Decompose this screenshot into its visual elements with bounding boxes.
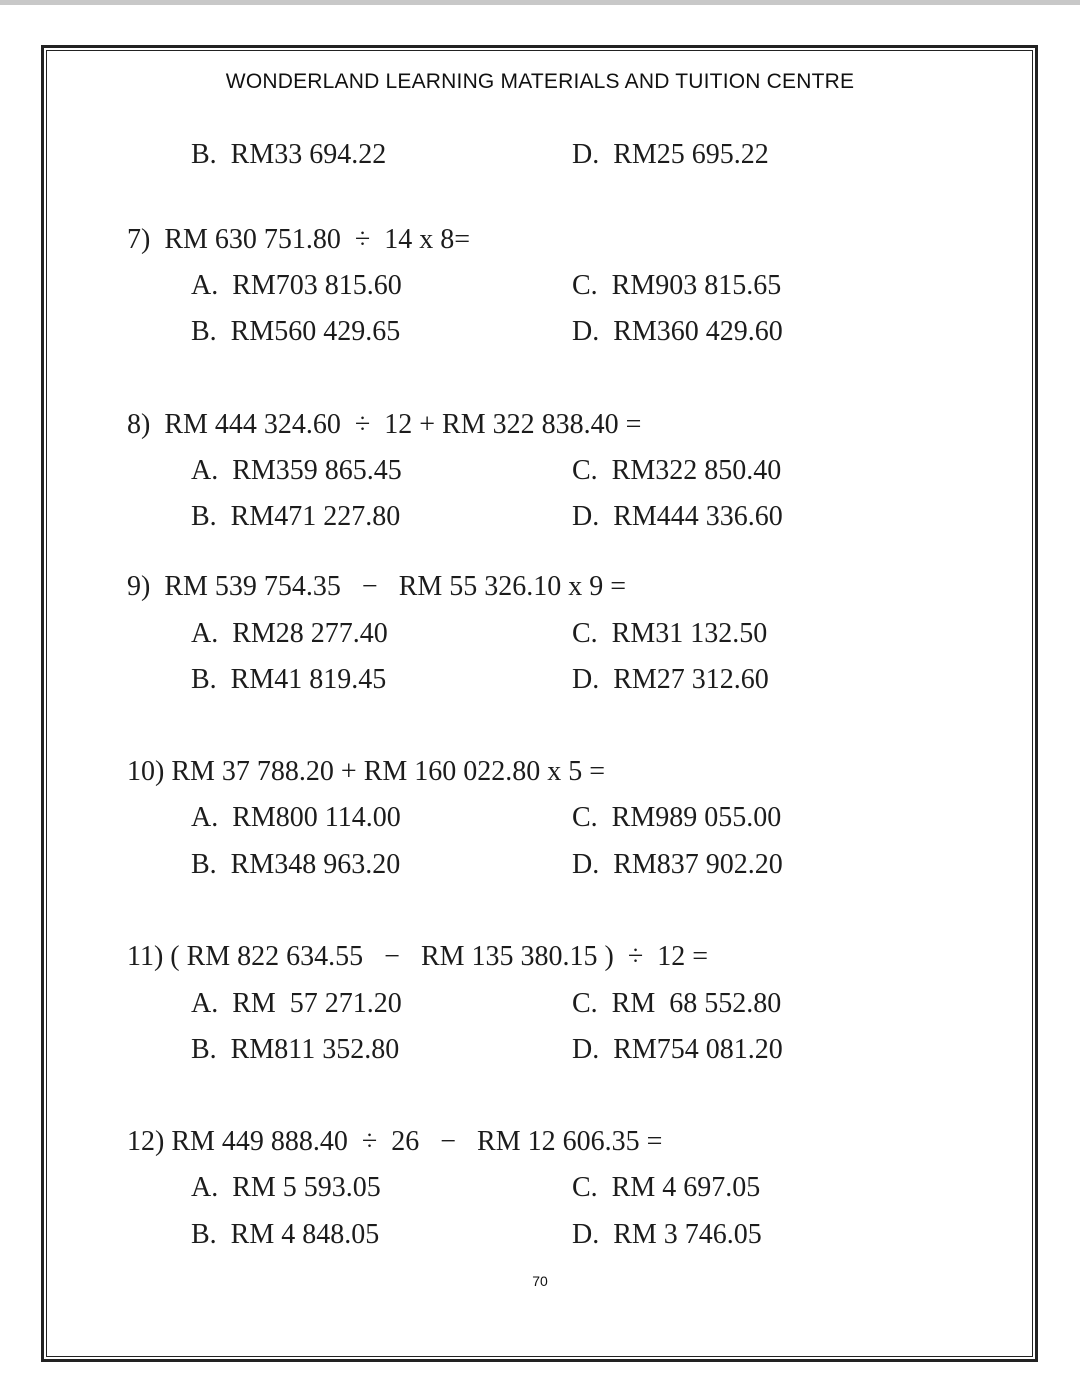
q11-option-d: D. RM754 081.20 <box>572 1034 783 1065</box>
page-number: 70 <box>532 1273 548 1289</box>
q9-option-a: A. RM28 277.40 <box>191 618 388 649</box>
q10-option-c: C. RM989 055.00 <box>572 802 782 833</box>
q12-option-a: A. RM 5 593.05 <box>191 1172 381 1203</box>
q8-option-a: A. RM359 865.45 <box>191 455 402 486</box>
q12-option-c: C. RM 4 697.05 <box>572 1172 761 1203</box>
q8-option-c: C. RM322 850.40 <box>572 455 782 486</box>
option-b-carryover: B. RM33 694.22 <box>191 139 387 170</box>
q11-option-b: B. RM811 352.80 <box>191 1034 400 1065</box>
q7-option-b: B. RM560 429.65 <box>191 316 401 347</box>
question-10: 10) RM 37 788.20 + RM 160 022.80 x 5 = <box>127 756 606 787</box>
page-header: WONDERLAND LEARNING MATERIALS AND TUITION CENTRE <box>225 70 855 93</box>
q10-option-a: A. RM800 114.00 <box>191 802 401 833</box>
option-d-carryover: D. RM25 695.22 <box>572 139 769 170</box>
q11-option-c: C. RM 68 552.80 <box>572 988 782 1019</box>
question-8: 8) RM 444 324.60 ÷ 12 + RM 322 838.40 = <box>127 409 642 440</box>
question-11: 11) ( RM 822 634.55 − RM 135 380.15 ) ÷ 12 = <box>127 941 709 972</box>
q7-option-d: D. RM360 429.60 <box>572 316 783 347</box>
top-edge-rule <box>0 0 1080 5</box>
q9-option-b: B. RM41 819.45 <box>191 664 387 695</box>
q9-option-d: D. RM27 312.60 <box>572 664 769 695</box>
q7-option-c: C. RM903 815.65 <box>572 270 782 301</box>
question-9: 9) RM 539 754.35 − RM 55 326.10 x 9 = <box>127 571 627 602</box>
q12-option-b: B. RM 4 848.05 <box>191 1219 380 1250</box>
q12-option-d: D. RM 3 746.05 <box>572 1219 762 1250</box>
q8-option-d: D. RM444 336.60 <box>572 501 783 532</box>
q7-option-a: A. RM703 815.60 <box>191 270 402 301</box>
question-7: 7) RM 630 751.80 ÷ 14 x 8= <box>127 224 471 255</box>
q10-option-d: D. RM837 902.20 <box>572 849 783 880</box>
q11-option-a: A. RM 57 271.20 <box>191 988 402 1019</box>
q9-option-c: C. RM31 132.50 <box>572 618 768 649</box>
question-12: 12) RM 449 888.40 ÷ 26 − RM 12 606.35 = <box>127 1126 663 1157</box>
q8-option-b: B. RM471 227.80 <box>191 501 401 532</box>
q10-option-b: B. RM348 963.20 <box>191 849 401 880</box>
